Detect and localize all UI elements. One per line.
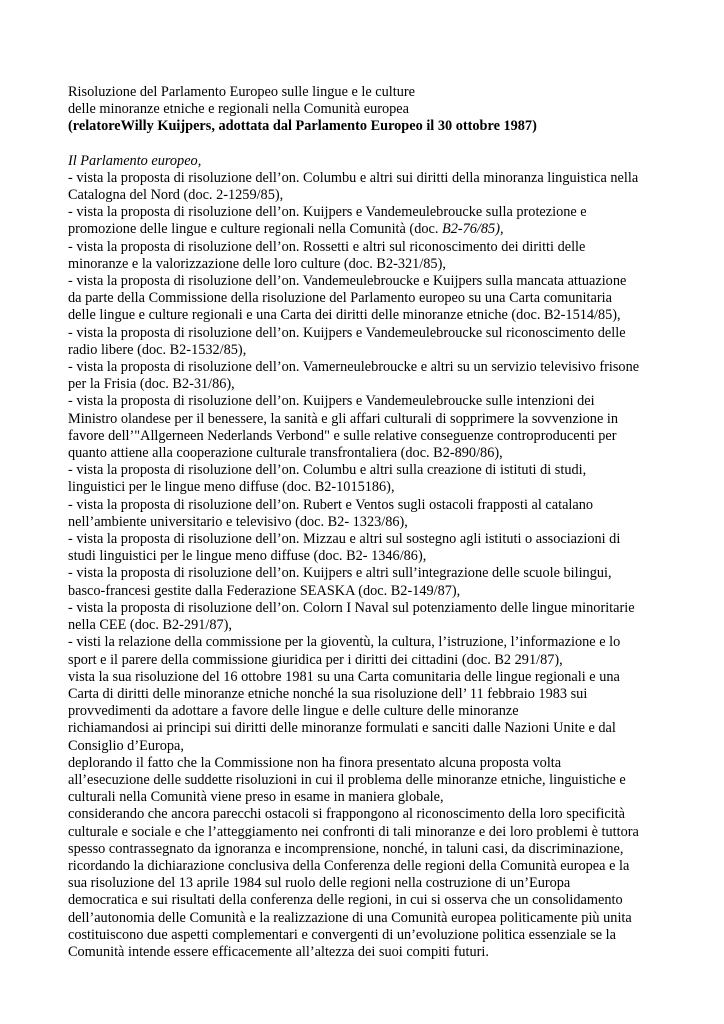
body-line-text: all’esecuzione delle suddette risoluzioni in cui il problema delle minoranze etniche, linguistiche e <box>68 771 626 788</box>
body-line <box>68 514 668 531</box>
body-line-text: minoranze e la valorizzazione delle loro culture (doc. B2-321/85), <box>68 255 446 272</box>
body-line <box>68 411 668 428</box>
body-line <box>68 841 668 858</box>
body-line <box>68 187 668 204</box>
body-line <box>68 393 668 410</box>
body-line-text: studi linguistici per le lingue meno diffuse (doc. B2- 1346/86), <box>68 548 427 565</box>
body-line-text: - vista la proposta di risoluzione dell’on. Kuijpers e Vandemeulebroucke sulle intenzioni dei <box>68 393 595 410</box>
body-line <box>68 170 668 187</box>
body-line <box>68 806 668 823</box>
body-line <box>68 892 668 909</box>
body-line-text: favore dell’"Allgerneen Nederlands Verbond" e sulle relative conseguenze controproducenti per <box>68 427 617 444</box>
body-line-text: democratica e sui risultati della conferenza delle regioni, in cui si osserva che un consolidamento <box>68 892 623 909</box>
body-line <box>68 600 668 617</box>
body-line-text: linguistici per le lingue meno diffuse (doc. B2-1015186), <box>68 479 395 496</box>
body-line-text: considerando che ancora parecchi ostacoli si frappongono al riconoscimento della loro specificità <box>68 806 625 823</box>
body-line-text: promozione delle lingue e culture regionali nella Comunità (doc. <box>68 221 442 238</box>
body-line <box>68 531 668 548</box>
body-line <box>68 376 668 393</box>
body-line-text: richiamandosi ai principi sui diritti delle minoranze formulati e sanciti dalle Nazioni Unite e dal <box>68 720 616 737</box>
body-line-text: - vista la proposta di risoluzione dell’on. Kuijpers e altri sull’integrazione delle scuole bilingui, <box>68 565 612 582</box>
title-line-2: delle minoranze etniche e regionali nella Comunità europea <box>68 101 409 118</box>
body-line-text: ricordando la dichiarazione conclusiva della Conferenza delle regioni della Comunità europea e la <box>68 857 630 874</box>
body-line <box>68 652 668 669</box>
body-line <box>68 944 668 961</box>
body-line <box>68 927 668 944</box>
body-line <box>68 686 668 703</box>
body-line-text: Catalogna del Nord (doc. 2-1259/85), <box>68 187 284 204</box>
body-line-text: - vista la proposta di risoluzione dell’on. Rossetti e altri sul riconoscimento dei diritti delle <box>68 238 586 255</box>
body-line-text: nell’ambiente universitario e televisivo (doc. B2- 1323/86), <box>68 513 408 530</box>
body-line <box>68 359 668 376</box>
body-line-text: Consiglio d’Europa, <box>68 737 184 754</box>
body-line-text: culturale e sociale e che l’atteggiamento nei confronti di tali minoranze e dei loro problemi è tuttora <box>68 823 639 840</box>
body-line <box>68 772 668 789</box>
body-line <box>68 910 668 927</box>
title-line-1: Risoluzione del Parlamento Europeo sulle lingue e le culture <box>68 84 415 100</box>
body-line <box>68 565 668 582</box>
body-line <box>68 824 668 841</box>
body-line <box>68 858 668 875</box>
body-line-text: - vista la proposta di risoluzione dell’on. Columbu e altri sulla creazione di istituti di studi, <box>68 462 587 479</box>
body-line <box>68 325 668 342</box>
body-line-text: vista la sua risoluzione del 16 ottobre 1981 su una Carta comunitaria delle lingue regionali e una <box>68 668 620 685</box>
body-line-text: per la Frisia (doc. B2-31/86), <box>68 376 235 393</box>
body-line <box>68 479 668 496</box>
body-line <box>68 239 668 256</box>
body-line-text: - visti la relazione della commissione per la gioventù, la cultura, l’istruzione, l’informazione e lo <box>68 634 621 651</box>
body-line <box>68 256 668 273</box>
body-line <box>68 634 668 651</box>
body-line-text: - vista la proposta di risoluzione dell’on. Columbu e altri sui diritti della minoranza linguistica nella <box>68 169 639 186</box>
body-line-text: Ministro olandese per il benessere, la sanità e gli affari culturali di sopprimere la sovvenzione in <box>68 410 618 427</box>
body-line <box>68 755 668 772</box>
body-line-text: basco-francesi gestite dalla Federazione SEASKA (doc. B2-149/87), <box>68 582 461 599</box>
body-line-text: deplorando il fatto che la Commissione non ha finora presentato alcuna proposta volta <box>68 754 562 771</box>
body-line <box>68 204 668 221</box>
body-line <box>68 342 668 359</box>
body-line-text: nella CEE (doc. B2-291/87), <box>68 617 232 634</box>
body-line <box>68 703 668 720</box>
title-rapporteur-line: (relatoreWilly Kuijpers, adottata dal Parlamento Europeo il 30 ottobre 1987) <box>68 118 537 135</box>
body-line <box>68 583 668 600</box>
body-line-text: provvedimenti da adottare a favore delle lingue e delle culture delle minoranze <box>68 703 519 720</box>
body-line <box>68 497 668 514</box>
body-line-text: - vista la proposta di risoluzione dell’on. Colorn I Naval sul potenziamento delle lingue minoritarie <box>68 599 635 616</box>
body-line-text: costituiscono due aspetti complementari e convergenti di un’evoluzione politica essenziale se la <box>68 926 617 943</box>
body-line-text: Carta di diritti delle minoranze etniche nonché la sua risoluzione dell’ 11 febbraio 1983 sui <box>68 685 588 702</box>
body-line-text: da parte della Commissione della risoluzione del Parlamento europeo su una Carta comunitaria <box>68 290 612 307</box>
body-line-text: culturali nella Comunità viene preso in esame in maniera globale, <box>68 789 444 806</box>
body-line-italic-ref: B2-76/85), <box>441 221 504 238</box>
body-line-text: Comunità intende essere efficacemente all’altezza dei suoi compiti futuri. <box>68 943 489 960</box>
body-line <box>68 445 668 462</box>
body-line-text: quanto attiene alla cooperazione culturale transfrontaliera (doc. B2-890/86), <box>68 445 503 462</box>
body-line <box>68 307 668 324</box>
body-line <box>68 548 668 565</box>
body-line-text: spesso contrassegnato da ignoranza e incomprensione, nonché, in taluni casi, da discriminazione, <box>68 840 624 857</box>
body-line-text: - vista la proposta di risoluzione dell’on. Mizzau e altri sul sostegno agli istituti o associazioni di <box>68 531 621 548</box>
body-line <box>68 428 668 445</box>
body-line-text: - vista la proposta di risoluzione dell’on. Kuijpers e Vandemeulebroucke sul riconoscimento delle <box>68 324 626 341</box>
body-line <box>68 789 668 806</box>
body-line-text: - vista la proposta di risoluzione dell’on. Vamerneulebroucke e altri su un servizio televisivo frisone <box>68 359 640 376</box>
paragraph-gap <box>68 136 668 153</box>
body-line <box>68 617 668 634</box>
body-line-text: sport e il parere della commissione giuridica per i diritti dei cittadini (doc. B2 291/87), <box>68 651 563 668</box>
salutation: Il Parlamento europeo, <box>68 152 202 169</box>
body-line <box>68 720 668 737</box>
body-line-text: - vista la proposta di risoluzione dell’on. Kuijpers e Vandemeulebroucke sulla protezione e <box>68 204 587 221</box>
body-line-text: - vista la proposta di risoluzione dell’on. Vandemeulebroucke e Kuijpers sulla mancata attuazione <box>68 273 627 290</box>
body-line-text: delle lingue e culture regionali e una Carta dei diritti delle minoranze etniche (doc. B2-1514/85), <box>68 307 621 324</box>
body-line <box>68 221 668 238</box>
document-page <box>68 84 668 961</box>
body-line <box>68 462 668 479</box>
body-line-text: - vista la proposta di risoluzione dell’on. Rubert e Ventos sugli ostacoli frapposti al catalano <box>68 496 594 513</box>
body-line <box>68 669 668 686</box>
body-line <box>68 738 668 755</box>
body-line <box>68 875 668 892</box>
body-line-text: sua risoluzione del 13 aprile 1984 sul ruolo delle regioni nella costruzione di un’Europa <box>68 875 571 892</box>
body-line-text: dell’autonomia delle Comunità e la realizzazione di una Comunità europea politicamente più unita <box>68 909 632 926</box>
document-title <box>68 84 668 136</box>
body-line <box>68 273 668 290</box>
body-line <box>68 290 668 307</box>
body-line-text: radio libere (doc. B2-1532/85), <box>68 341 247 358</box>
resolution-body <box>68 170 668 961</box>
